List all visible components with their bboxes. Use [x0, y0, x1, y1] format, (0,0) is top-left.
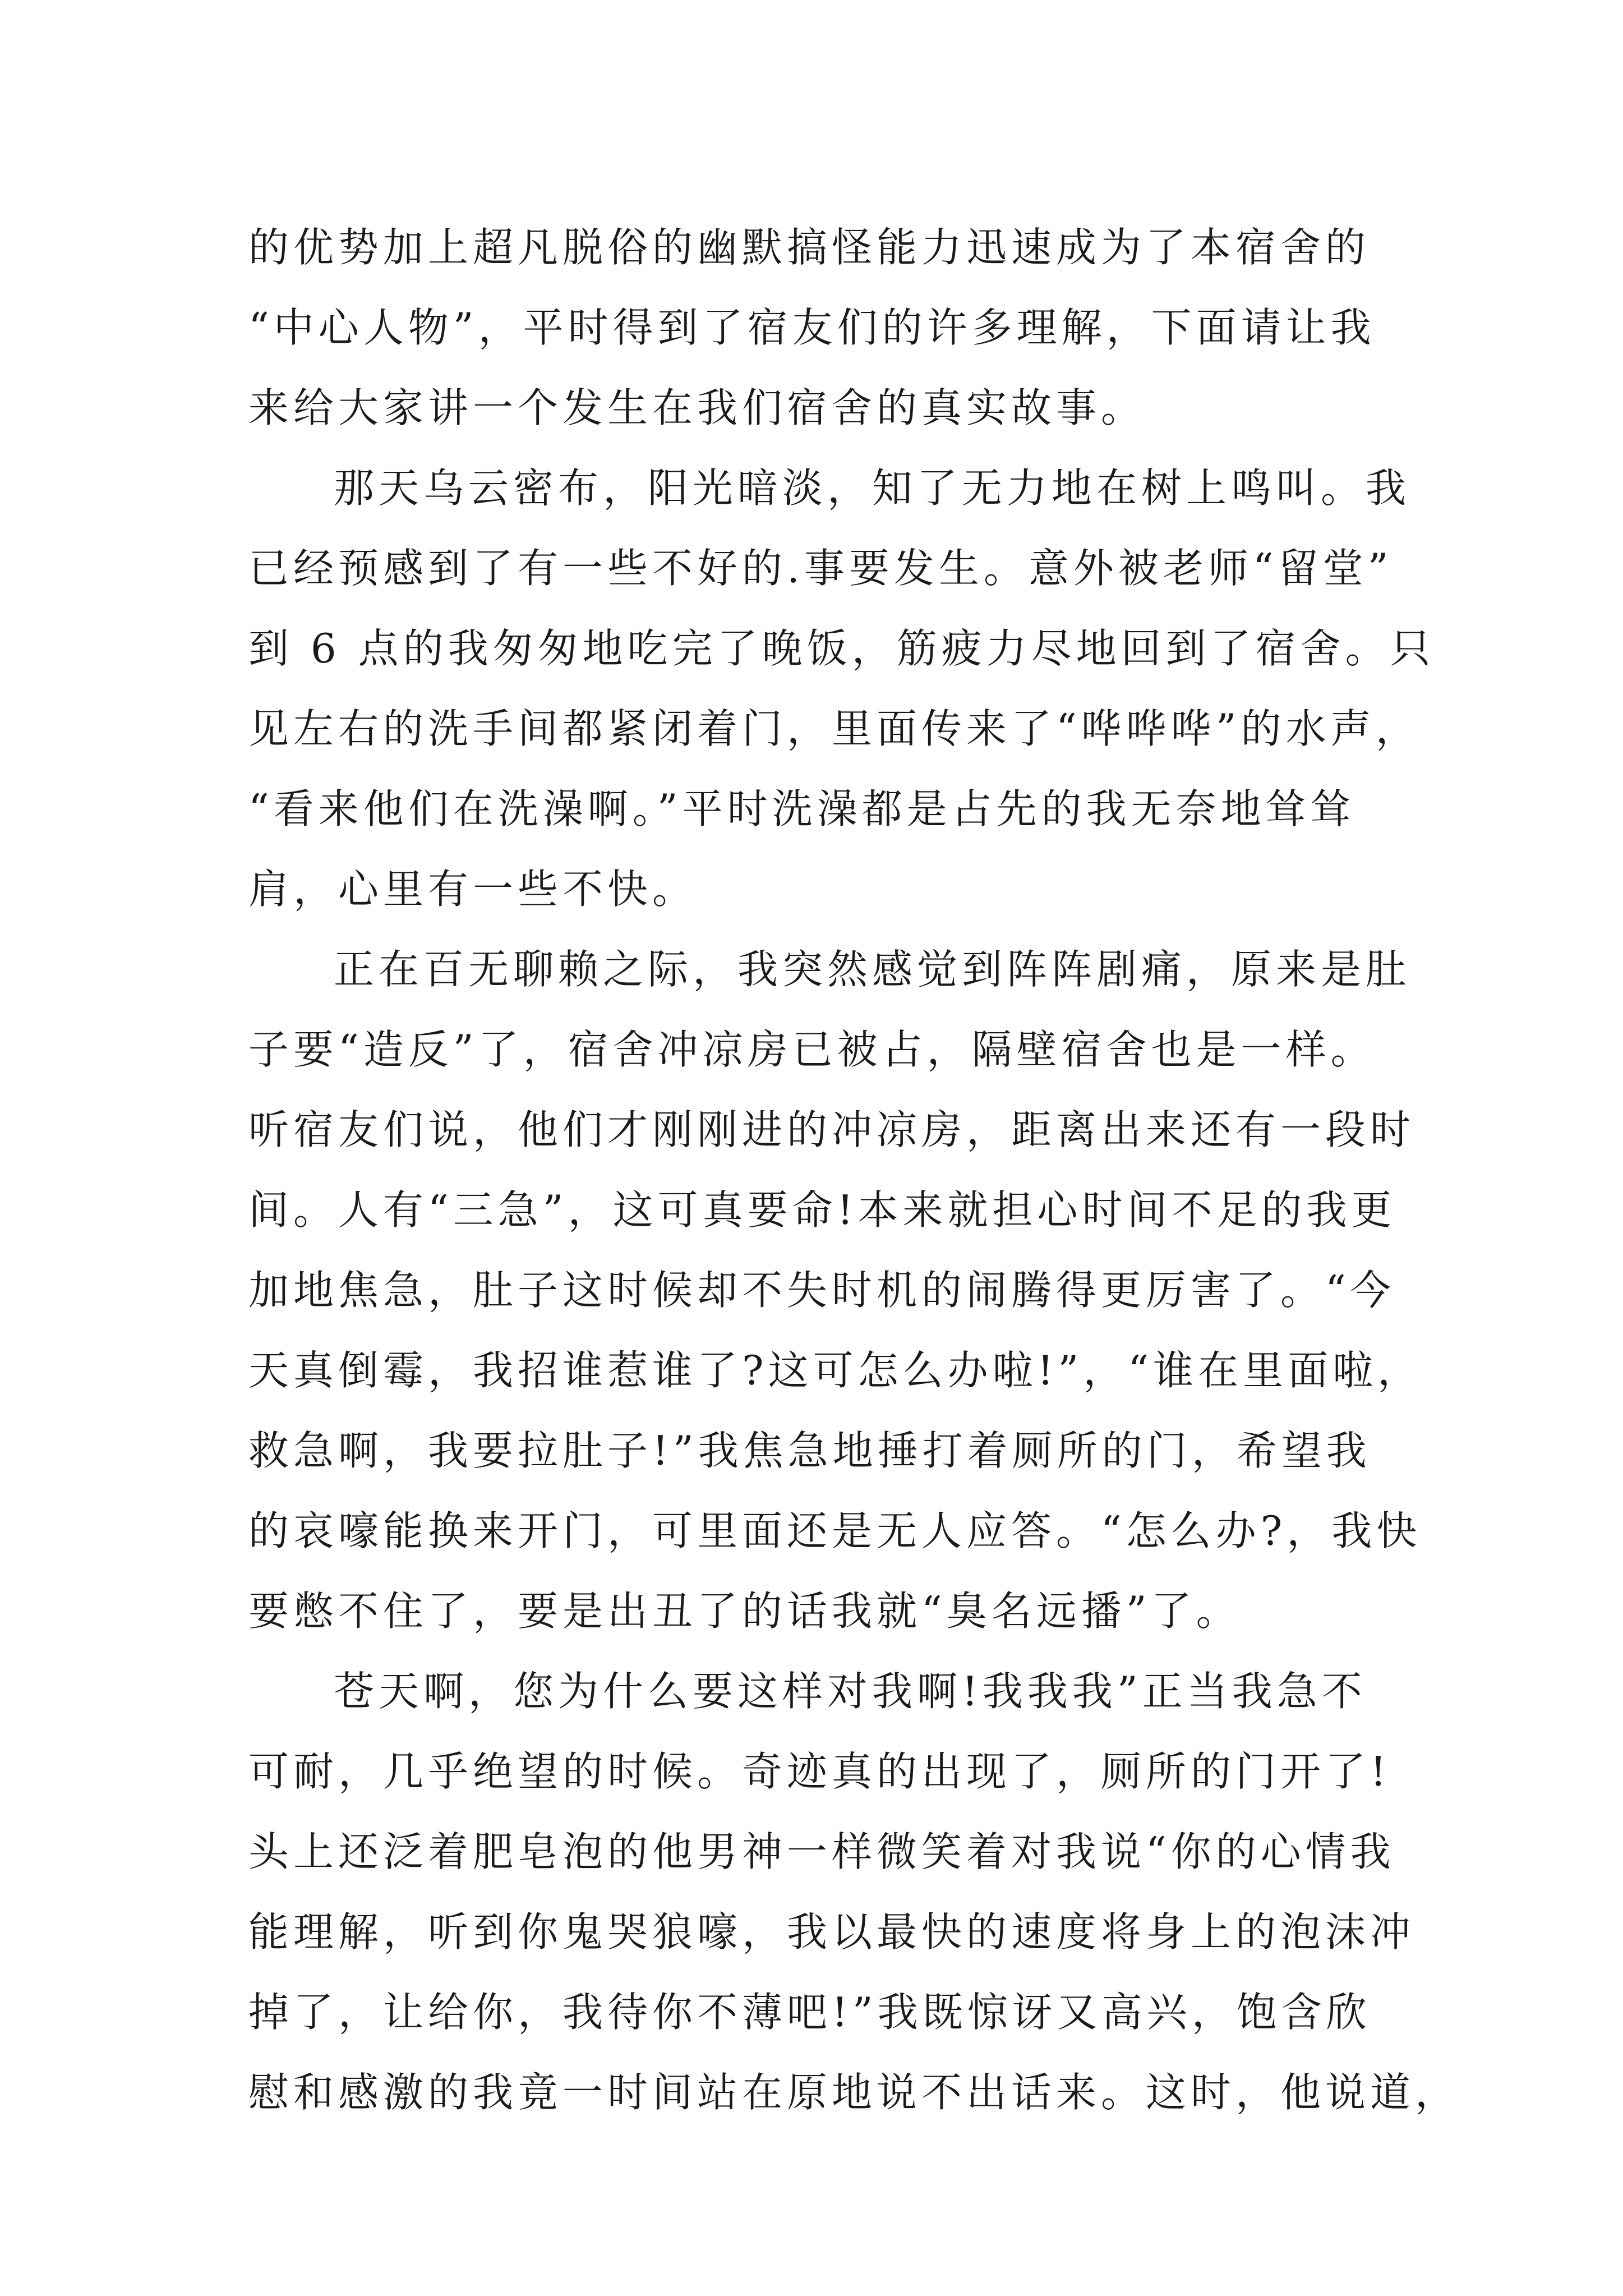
text-line: 已经预感到了有一些不好的.事要发生。意外被老师“留堂”	[248, 545, 1393, 592]
text-line: 子要“造反”了，宿舍冲凉房已被占，隔壁宿舍也是一样。	[248, 1026, 1376, 1073]
paragraph-start-line: 苍天啊，您为什么要这样对我啊!我我我”正当我急不	[334, 1668, 1367, 1715]
paragraph-start-line: 那天乌云密布，阳光暗淡，知了无力地在树上鸣叫。我	[334, 464, 1411, 512]
text-line: 加地焦急，肚子这时候却不失时机的闹腾得更厉害了。“今	[248, 1267, 1395, 1314]
body-text	[248, 208, 1460, 2133]
text-line: 间。人有“三急”，这可真要命!本来就担心时间不足的我更	[248, 1186, 1396, 1234]
text-line: 救急啊，我要拉肚子!”我焦急地捶打着厕所的门，希望我	[248, 1427, 1371, 1474]
text-line: 来给大家讲一个发生在我们宿舍的真实故事。	[248, 384, 1146, 431]
text-line: 头上还泛着肥皂泡的他男神一样微笑着对我说“你的心情我	[248, 1828, 1395, 1875]
text-line: 的优势加上超凡脱俗的幽默搞怪能力迅速成为了本宿舍的	[248, 224, 1371, 271]
text-line: 肩，心里有一些不快。	[248, 866, 698, 913]
text-line: 天真倒霉，我招谁惹谁了?这可怎么办啦!”，“谁在里面啦，	[248, 1347, 1423, 1394]
text-line: 的哀嚎能换来开门，可里面还是无人应答。“怎么办?，我快	[248, 1507, 1422, 1554]
text-line: 慰和感激的我竟一时间站在原地说不出话来。这时，他说道，	[248, 2069, 1460, 2116]
text-line: 掉了，让给你，我待你不薄吧!”我既惊讶又高兴，饱含欣	[248, 1989, 1371, 2036]
text-line: “看来他们在洗澡啊。”平时洗澡都是占先的我无奈地耸耸	[248, 785, 1355, 832]
text-line: 能理解，听到你鬼哭狼嚎，我以最快的速度将身上的泡沫冲	[248, 1908, 1415, 1955]
text-line: 要憋不住了，要是出丑了的话我就“臭名远播”了。	[248, 1588, 1241, 1635]
paragraph-start-line: 正在百无聊赖之际，我突然感觉到阵阵剧痛，原来是肚	[334, 946, 1411, 993]
text-line: 听宿友们说，他们才刚刚进的冲凉房，距离出来还有一段时	[248, 1106, 1415, 1153]
text-line: “中心人物”，平时得到了宿友们的许多理解，下面请让我	[248, 304, 1376, 351]
text-line: 可耐，几乎绝望的时候。奇迹真的出现了，厕所的门开了!	[248, 1748, 1391, 1795]
text-line: 见左右的洗手间都紧闭着门，里面传来了“哗哗哗”的水声，	[248, 705, 1421, 752]
text-line: 到 6 点的我匆匆地吃完了晚饭，筋疲力尽地回到了宿舍。只	[248, 625, 1435, 672]
